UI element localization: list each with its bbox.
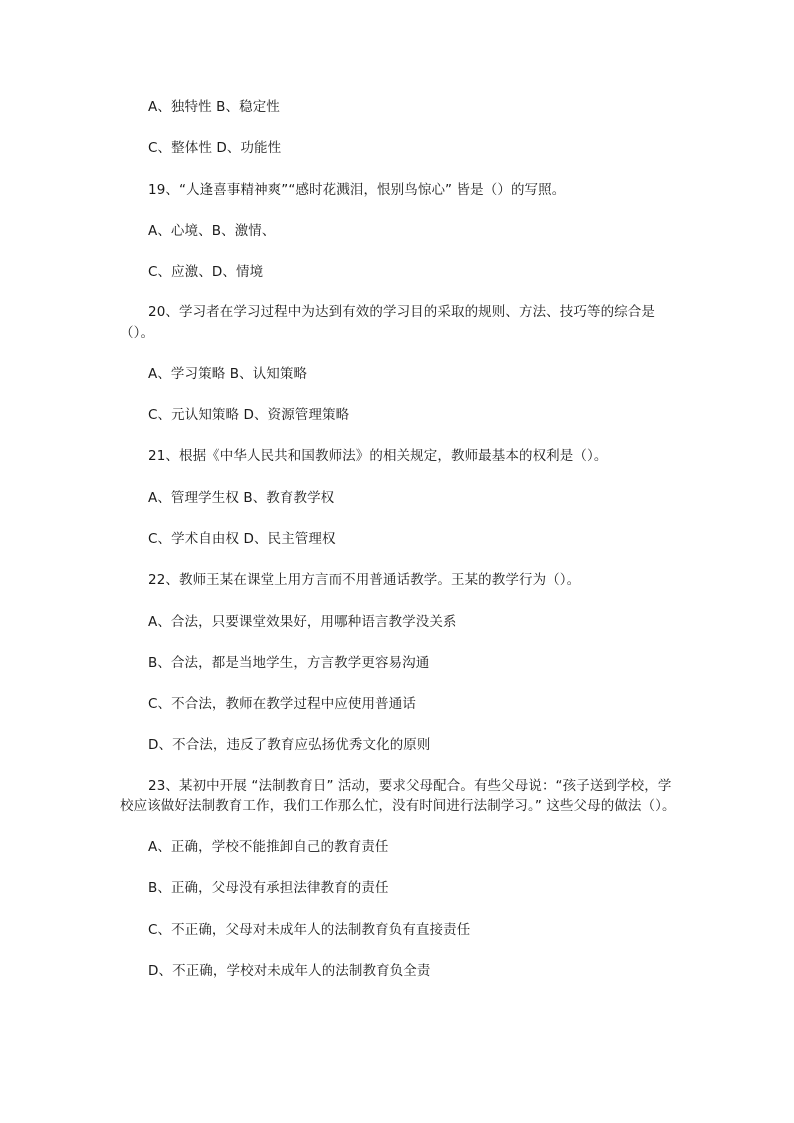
option-19-cd: C、应激、D、情境 [148, 264, 264, 281]
option-22-a: A、合法，只要课堂效果好，用哪种语言教学没关系 [148, 613, 457, 630]
option-19-ab: A、心境、B、激情、 [148, 222, 276, 239]
option-20-cd: C、元认知策略 D、资源管理策略 [148, 407, 350, 424]
question-22: 22、教师王某在课堂上用方言而不用普通话教学。王某的教学行为（）。 [148, 572, 581, 589]
document-page [120, 96, 680, 1001]
option-23-a: A、正确，学校不能推卸自己的教育责任 [148, 839, 389, 856]
option-21-ab: A、管理学生权 B、教育教学权 [148, 489, 335, 506]
question-21: 21、根据《中华人民共和国教师法》的相关规定，教师最基本的权利是（）。 [148, 448, 608, 465]
option-23-d: D、不正确，学校对未成年人的法制教育负全责 [148, 962, 431, 979]
option-22-c: C、不合法，教师在教学过程中应使用普通话 [148, 696, 416, 713]
option-18-ab: A、独特性 B、稳定性 [148, 99, 280, 115]
option-20-ab: A、学习策略 B、认知策略 [148, 365, 308, 382]
question-23: 23、某初中开展 “法制教育日” 活动，要求父母配合。有些父母说：“孩子送到学校，学校应该做好法制教育工作，我们工作那么忙，没有时间进行法制学习。” 这些父母的做法（）。 [120, 777, 676, 815]
option-18-cd: C、整体性 D、功能性 [148, 140, 282, 157]
question-19: 19、“人逢喜事精神爽”“感时花溅泪，恨别鸟惊心” 皆是（）的写照。 [148, 181, 566, 198]
question-20: 20、学习者在学习过程中为达到有效的学习目的采取的规则、方法、技巧等的综合是（）。 [120, 304, 655, 341]
option-23-c: C、不正确，父母对未成年人的法制教育负有直接责任 [148, 921, 471, 938]
option-22-b: B、合法，都是当地学生，方言教学更容易沟通 [148, 654, 430, 671]
option-21-cd: C、学术自由权 D、民主管理权 [148, 530, 336, 547]
option-23-b: B、正确，父母没有承担法律教育的责任 [148, 880, 389, 897]
option-22-d: D、不合法，违反了教育应弘扬优秀文化的原则 [148, 737, 431, 754]
